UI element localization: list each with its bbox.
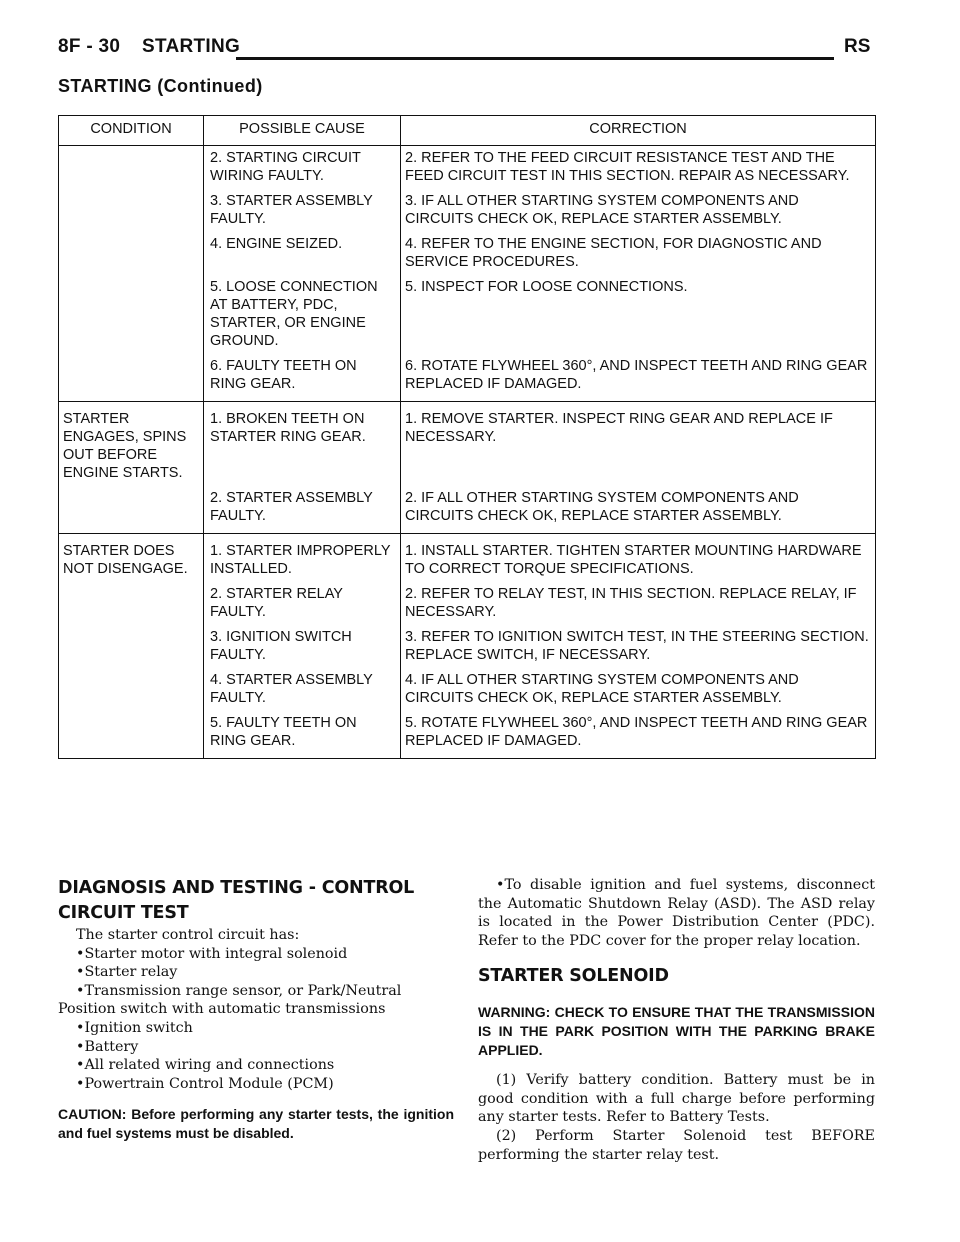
correction-cell: 1. REMOVE STARTER. INSPECT RING GEAR AND REPLACE IF NECESSARY. <box>401 402 876 487</box>
column-header: CORRECTION <box>401 116 876 146</box>
table-row <box>59 711 876 759</box>
list-item: •To disable ignition and fuel systems, disconnect the Automatic Shutdown Relay (ASD). The ASD relay is located in the Power Distribution Center (PDC). Refer to the PDC cover for the proper relay location. <box>478 877 875 949</box>
condition-cell <box>59 668 204 711</box>
list-item: •Powertrain Control Module (PCM) <box>76 1075 334 1092</box>
cause-cell: 6. FAULTY TEETH ON RING GEAR. <box>204 354 401 402</box>
step-text: (1) Verify battery condition. Battery must be in good condition with a full charge before performing any starter tests. Refer to Battery Tests. <box>478 1072 875 1126</box>
list-item: •All related wiring and connections <box>76 1057 335 1074</box>
condition-cell <box>59 625 204 668</box>
condition-cell: STARTER ENGAGES, SPINS OUT BEFORE ENGINE STARTS. <box>59 402 204 487</box>
step-text: (2) Perform Starter Solenoid test BEFORE performing the starter relay test. <box>478 1127 875 1163</box>
correction-cell: 2. IF ALL OTHER STARTING SYSTEM COMPONENTS AND CIRCUITS CHECK OK, REPLACE STARTER ASSEMBLY. <box>401 486 876 534</box>
left-column <box>58 876 454 1143</box>
table-row <box>59 275 876 354</box>
diagnosis-table <box>58 115 876 759</box>
list-item: •Starter motor with integral solenoid <box>76 945 348 962</box>
correction-cell: 5. ROTATE FLYWHEEL 360°, AND INSPECT TEETH AND RING GEAR REPLACED IF DAMAGED. <box>401 711 876 759</box>
cause-cell: 3. IGNITION SWITCH FAULTY. <box>204 625 401 668</box>
condition-cell <box>59 582 204 625</box>
cause-cell: 2. STARTING CIRCUIT WIRING FAULTY. <box>204 146 401 190</box>
header-rule <box>236 57 834 60</box>
correction-cell: 4. IF ALL OTHER STARTING SYSTEM COMPONENTS AND CIRCUITS CHECK OK, REPLACE STARTER ASSEMBLY. <box>401 668 876 711</box>
cause-cell: 2. STARTER ASSEMBLY FAULTY. <box>204 486 401 534</box>
caution-text: CAUTION: Before performing any starter tests, the ignition and fuel systems must be disabled. <box>58 1106 454 1141</box>
intro-text: The starter control circuit has: <box>76 927 300 943</box>
condition-cell <box>59 189 204 232</box>
page-number: 8F - 30 <box>58 36 121 57</box>
list-item: •Starter relay <box>76 964 178 981</box>
correction-cell: 3. IF ALL OTHER STARTING SYSTEM COMPONENTS AND CIRCUITS CHECK OK, REPLACE STARTER ASSEMBLY. <box>401 189 876 232</box>
table-row <box>59 582 876 625</box>
table-row <box>59 402 876 487</box>
cause-cell: 3. STARTER ASSEMBLY FAULTY. <box>204 189 401 232</box>
table-row <box>59 354 876 402</box>
cause-cell: 1. BROKEN TEETH ON STARTER RING GEAR. <box>204 402 401 487</box>
correction-cell: 1. INSTALL STARTER. TIGHTEN STARTER MOUNTING HARDWARE TO CORRECT TORQUE SPECIFICATIONS. <box>401 534 876 583</box>
cause-cell: 5. FAULTY TEETH ON RING GEAR. <box>204 711 401 759</box>
correction-cell: 2. REFER TO THE FEED CIRCUIT RESISTANCE TEST AND THE FEED CIRCUIT TEST IN THIS SECTION. REPAIR AS NECESSARY. <box>401 146 876 190</box>
condition-cell <box>59 275 204 354</box>
correction-cell: 3. REFER TO IGNITION SWITCH TEST, IN THE STEERING SECTION. REPLACE SWITCH, IF NECESSARY. <box>401 625 876 668</box>
table-row <box>59 189 876 232</box>
component-list <box>58 945 454 1094</box>
list-item: •Transmission range sensor, or Park/Neutral Position switch with automatic transmissions <box>58 982 402 1018</box>
correction-cell: 6. ROTATE FLYWHEEL 360°, AND INSPECT TEETH AND RING GEAR REPLACED IF DAMAGED. <box>401 354 876 402</box>
cause-cell: 1. STARTER IMPROPERLY INSTALLED. <box>204 534 401 583</box>
table-header-row <box>59 116 876 146</box>
correction-cell: 4. REFER TO THE ENGINE SECTION, FOR DIAGNOSTIC AND SERVICE PROCEDURES. <box>401 232 876 275</box>
continued-title: STARTING (Continued) <box>58 76 263 96</box>
condition-cell <box>59 232 204 275</box>
condition-cell <box>59 486 204 534</box>
model-code: RS <box>844 36 871 57</box>
cause-cell: 4. ENGINE SEIZED. <box>204 232 401 275</box>
table-row <box>59 534 876 583</box>
right-column <box>478 876 875 1164</box>
cause-cell: 2. STARTER RELAY FAULTY. <box>204 582 401 625</box>
section-heading-starter-solenoid: STARTER SOLENOID <box>478 966 669 987</box>
table-row <box>59 486 876 534</box>
section-heading-control-circuit: DIAGNOSIS AND TESTING - CONTROL CIRCUIT TEST <box>58 878 415 923</box>
table-row <box>59 146 876 190</box>
section-title: STARTING <box>142 36 241 57</box>
correction-cell: 5. INSPECT FOR LOOSE CONNECTIONS. <box>401 275 876 354</box>
table-row <box>59 625 876 668</box>
condition-cell <box>59 711 204 759</box>
cause-cell: 5. LOOSE CONNECTION AT BATTERY, PDC, STARTER, OR ENGINE GROUND. <box>204 275 401 354</box>
cause-cell: 4. STARTER ASSEMBLY FAULTY. <box>204 668 401 711</box>
condition-cell <box>59 146 204 190</box>
list-item: •Ignition switch <box>76 1019 193 1036</box>
column-header: POSSIBLE CAUSE <box>204 116 401 146</box>
condition-cell <box>59 354 204 402</box>
table-row <box>59 232 876 275</box>
column-header: CONDITION <box>59 116 204 146</box>
correction-cell: 2. REFER TO RELAY TEST, IN THIS SECTION. REPLACE RELAY, IF NECESSARY. <box>401 582 876 625</box>
table-row <box>59 668 876 711</box>
warning-text: WARNING: CHECK TO ENSURE THAT THE TRANSMISSION IS IN THE PARK POSITION WITH THE PARKING BRAKE APPLIED. <box>478 1004 875 1058</box>
condition-cell: STARTER DOES NOT DISENGAGE. <box>59 534 204 583</box>
list-item: •Battery <box>76 1038 139 1055</box>
